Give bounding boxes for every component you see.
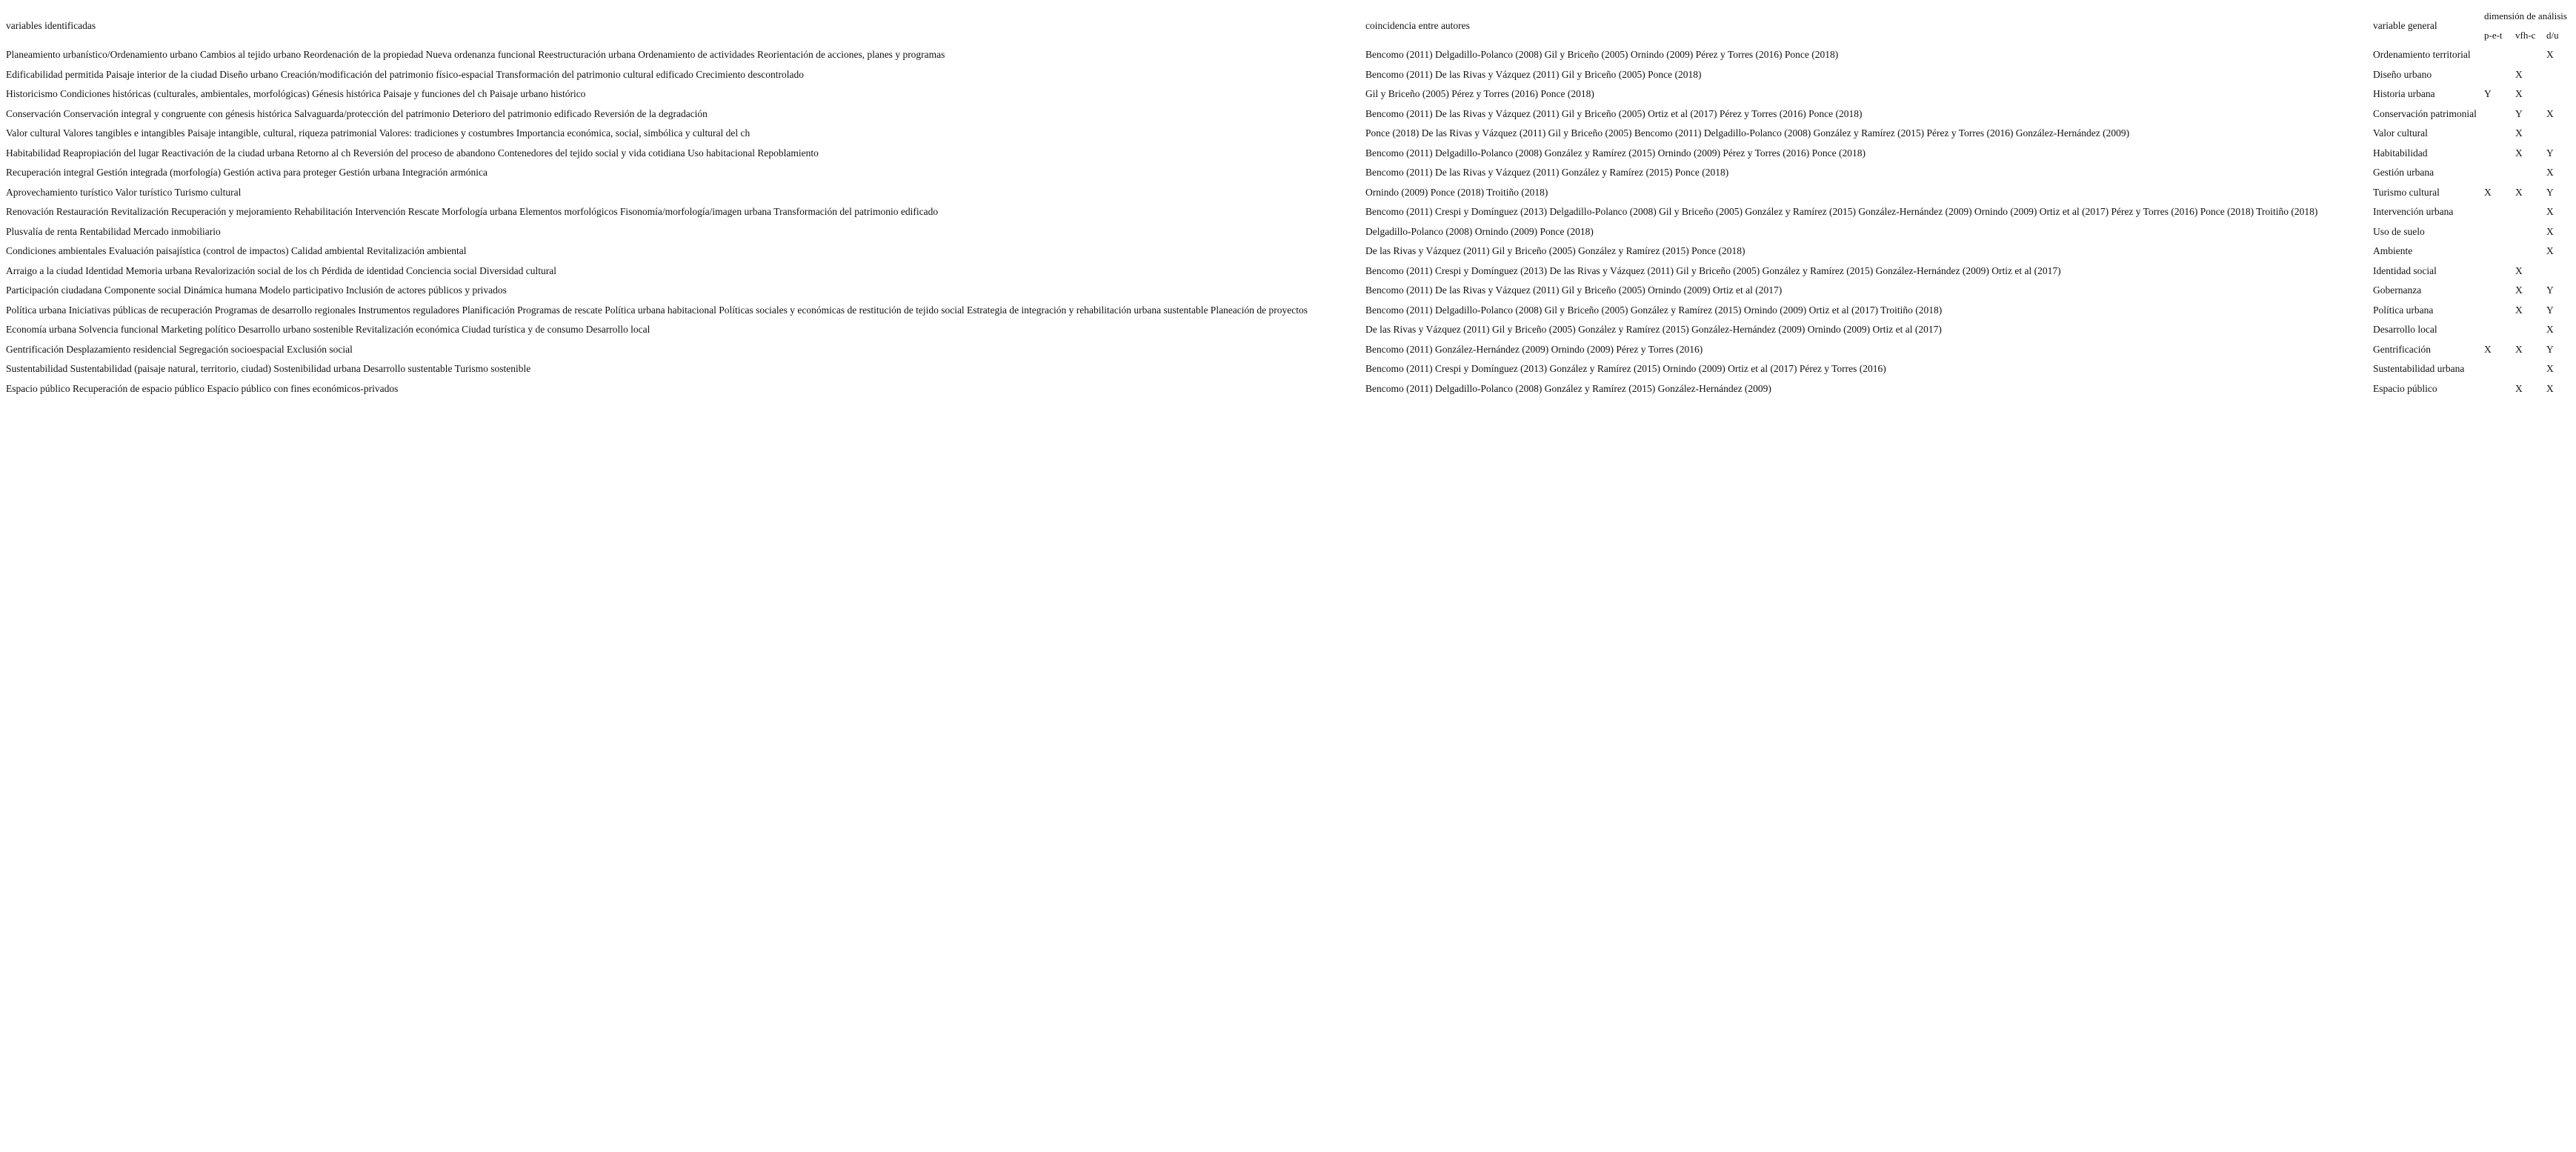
cell-dim-pet	[2481, 359, 2512, 379]
table-row	[3, 241, 2575, 261]
cell-dim-vfh: X	[2515, 343, 2523, 355]
cell-dim-vfh: X	[2515, 127, 2523, 139]
header-authors: coincidencia entre autores	[1365, 20, 1470, 31]
table-row	[3, 44, 2575, 64]
table-row	[3, 84, 2575, 104]
cell-variables: Participación ciudadana Componente social Dinámica humana Modelo participativo Inclusión de actores públicos y privados	[6, 284, 507, 296]
cell-authors: Bencomo (2011) Delgadillo-Polanco (2008) González y Ramírez (2015) González-Hernández (2009)	[1365, 382, 1771, 394]
cell-variables: Aprovechamiento turístico Valor turístico Turismo cultural	[6, 186, 242, 198]
cell-dim-pet	[2481, 319, 2512, 339]
cell-general: Turismo cultural	[2373, 186, 2440, 198]
cell-dim-pet	[2481, 222, 2512, 242]
cell-dim-pet	[2481, 44, 2512, 64]
cell-general: Valor cultural	[2373, 127, 2428, 139]
table-row	[3, 123, 2575, 143]
cell-dim-pet: X	[2484, 186, 2492, 198]
cell-authors: De las Rivas y Vázquez (2011) Gil y Briceño (2005) González y Ramírez (2015) Ponce (2018)	[1365, 245, 1745, 257]
cell-dim-dru	[2543, 64, 2575, 84]
cell-variables: Valor cultural Valores tangibles e intangibles Paisaje intangible, cultural, riqueza patrimonial Valores: tradiciones y costumbres Importancia económica, social, simbólica y cultural del ch	[6, 127, 750, 139]
table-row	[3, 339, 2575, 359]
cell-general: Espacio público	[2373, 382, 2437, 394]
cell-dim-pet	[2481, 162, 2512, 182]
cell-dim-pet	[2481, 241, 2512, 261]
cell-dim-dru: X	[2546, 225, 2554, 237]
cell-general: Diseño urbano	[2373, 68, 2432, 80]
cell-general: Gestión urbana	[2373, 167, 2434, 179]
cell-dim-pet	[2481, 280, 2512, 300]
table-row	[3, 182, 2575, 202]
cell-variables: Arraigo a la ciudad Identidad Memoria urbana Revalorización social de los ch Pérdida de identidad Conciencia social Diversidad cultural	[6, 264, 556, 276]
cell-variables: Recuperación integral Gestión integrada (morfología) Gestión activa para proteger Gestión urbana Integración armónica	[6, 167, 487, 179]
cell-general: Gentrificación	[2373, 343, 2431, 355]
cell-dim-dru	[2543, 84, 2575, 104]
cell-dim-pet	[2481, 104, 2512, 124]
cell-authors: Gil y Briceño (2005) Pérez y Torres (2016) Ponce (2018)	[1365, 88, 1594, 100]
cell-dim-vfh: X	[2515, 68, 2523, 80]
cell-dim-vfh: X	[2515, 264, 2523, 276]
cell-authors: Bencomo (2011) Crespi y Domínguez (2013) Delgadillo-Polanco (2008) Gil y Briceño (2005) González y Ramírez (2015) González-Hernández (2009) Ornindo (2009) Ortiz et al (2017) Pérez y Torres (2016) Ponce (2018) Troitiño (2018)	[1365, 206, 2318, 218]
cell-dim-dru: X	[2546, 49, 2554, 61]
cell-authors: Bencomo (2011) González-Hernández (2009) Ornindo (2009) Pérez y Torres (2016)	[1365, 343, 1703, 355]
header-dim-dru: d/u	[2546, 30, 2559, 41]
cell-dim-pet: Y	[2484, 88, 2492, 100]
cell-dim-dru: X	[2546, 245, 2554, 257]
cell-dim-dru: X	[2546, 206, 2554, 218]
cell-dim-dru: X	[2546, 324, 2554, 336]
cell-dim-pet: X	[2484, 343, 2492, 355]
cell-dim-dru: Y	[2546, 304, 2554, 316]
cell-variables: Renovación Restauración Revitalización Recuperación y mejoramiento Rehabilitación Intervención Rescate Morfología urbana Elementos morfológicos Fisonomía/morfología/imagen urbana Transformación del patrimonio edificado	[6, 206, 939, 218]
cell-variables: Planeamiento urbanístico/Ordenamiento urbano Cambios al tejido urbano Reordenación de la propiedad Nueva ordenanza funcional Reestructuración urbana Ordenamiento de actividades Reorientación de acciones, planes y programas	[6, 49, 945, 61]
cell-authors: Bencomo (2011) De las Rivas y Vázquez (2011) Gil y Briceño (2005) Ornindo (2009) Ortiz et al (2017)	[1365, 284, 1783, 296]
cell-variables: Habitabilidad Reapropiación del lugar Reactivación de la ciudad urbana Retorno al ch Reversión del proceso de abandono Contenedores del tejido social y vida cotidiana Uso habitacional Repoblamiento	[6, 147, 819, 159]
cell-dim-dru: X	[2546, 382, 2554, 394]
cell-general: Desarrollo local	[2373, 324, 2437, 336]
cell-authors: Bencomo (2011) De las Rivas y Vázquez (2011) Gil y Briceño (2005) Ponce (2018)	[1365, 68, 1702, 80]
cell-dim-vfh	[2512, 319, 2543, 339]
cell-general: Habitabilidad	[2373, 147, 2428, 159]
cell-authors: Bencomo (2011) Delgadillo-Polanco (2008) González y Ramírez (2015) Ornindo (2009) Pérez y Torres (2016) Ponce (2018)	[1365, 147, 1866, 159]
table-row	[3, 222, 2575, 242]
cell-dim-vfh	[2512, 222, 2543, 242]
cell-general: Identidad social	[2373, 264, 2437, 276]
cell-dim-vfh: X	[2515, 147, 2523, 159]
cell-dim-vfh: X	[2515, 284, 2523, 296]
cell-dim-pet	[2481, 123, 2512, 143]
cell-variables: Plusvalía de renta Rentabilidad Mercado inmobiliario	[6, 225, 221, 237]
table-row	[3, 143, 2575, 163]
cell-dim-dru: Y	[2546, 186, 2554, 198]
table-row	[3, 202, 2575, 222]
cell-authors: Bencomo (2011) Delgadillo-Polanco (2008) Gil y Briceño (2005) González y Ramírez (2015) Ornindo (2009) Ortiz et al (2017) Troitiño (2018)	[1365, 304, 1943, 316]
cell-dim-dru: X	[2546, 107, 2554, 119]
header-general: variable general	[2373, 20, 2437, 31]
cell-general: Ambiente	[2373, 245, 2413, 257]
cell-dim-pet	[2481, 261, 2512, 281]
table-row	[3, 359, 2575, 379]
cell-general: Intervención urbana	[2373, 206, 2454, 218]
cell-authors: Bencomo (2011) De las Rivas y Vázquez (2011) Gil y Briceño (2005) Ortiz et al (2017) Pérez y Torres (2016) Ponce (2018)	[1365, 107, 1863, 119]
cell-general: Historia urbana	[2373, 88, 2435, 100]
cell-authors: Bencomo (2011) Crespi y Domínguez (2013) De las Rivas y Vázquez (2011) Gil y Briceño (2005) González y Ramírez (2015) González-Hernández (2009) Ortiz et al (2017)	[1365, 264, 2061, 276]
cell-dim-vfh	[2512, 44, 2543, 64]
cell-variables: Espacio público Recuperación de espacio público Espacio público con fines económicos-privados	[6, 382, 399, 394]
cell-dim-pet	[2481, 143, 2512, 163]
cell-dim-vfh	[2512, 202, 2543, 222]
cell-dim-dru: X	[2546, 363, 2554, 375]
table-row	[3, 319, 2575, 339]
cell-variables: Edificabilidad permitida Paisaje interior de la ciudad Diseño urbano Creación/modificación del patrimonio físico-espacial Transformación del patrimonio cultural edificado Crecimiento descontrolado	[6, 68, 805, 80]
cell-general: Política urbana	[2373, 304, 2434, 316]
cell-authors: Ornindo (2009) Ponce (2018) Troitiño (2018)	[1365, 186, 1548, 198]
cell-dim-vfh: Y	[2515, 107, 2523, 119]
cell-dim-vfh	[2512, 162, 2543, 182]
cell-variables: Gentrificación Desplazamiento residencial Segregación socioespacial Exclusión social	[6, 343, 353, 355]
analysis-table	[3, 6, 2575, 398]
cell-authors: Ponce (2018) De las Rivas y Vázquez (2011) Gil y Briceño (2005) Bencomo (2011) Delgadillo-Polanco (2008) González y Ramírez (2015) Pérez y Torres (2016) González-Hernández (2009)	[1365, 127, 2130, 139]
cell-variables: Conservación Conservación integral y congruente con génesis histórica Salvaguarda/protección del patrimonio Deterioro del patrimonio edificado Reversión de la degradación	[6, 107, 708, 119]
table-row	[3, 280, 2575, 300]
cell-variables: Política urbana Iniciativas públicas de recuperación Programas de desarrollo regionales Instrumentos reguladores Planificación Programas de rescate Política urbana habitacional Políticas sociales y económicas de restitución de tejido social Estrategia de integración y rehabilitación urbana sustentable Planeación de proyectos	[6, 304, 1308, 316]
cell-variables: Condiciones ambientales Evaluación paisajística (control de impactos) Calidad ambiental Revitalización ambiental	[6, 245, 467, 257]
table-row	[3, 104, 2575, 124]
cell-dim-vfh	[2512, 241, 2543, 261]
cell-general: Ordenamiento territorial	[2373, 49, 2471, 61]
cell-dim-dru: Y	[2546, 343, 2554, 355]
cell-general: Gobernanza	[2373, 284, 2422, 296]
cell-variables: Sustentabilidad Sustentabilidad (paisaje natural, territorio, ciudad) Sostenibilidad urbana Desarrollo sustentable Turismo sostenible	[6, 363, 531, 375]
cell-dim-dru: Y	[2546, 147, 2554, 159]
table-row	[3, 379, 2575, 399]
header-row	[3, 6, 2575, 25]
cell-dim-dru: X	[2546, 167, 2554, 179]
cell-authors: Delgadillo-Polanco (2008) Ornindo (2009) Ponce (2018)	[1365, 225, 1594, 237]
cell-dim-pet	[2481, 300, 2512, 320]
table-header	[3, 6, 2575, 44]
cell-variables: Historicismo Condiciones históricas (culturales, ambientales, morfológicas) Génesis histórica Paisaje y funciones del ch Paisaje urbano histórico	[6, 88, 586, 100]
cell-dim-vfh: X	[2515, 88, 2523, 100]
cell-authors: De las Rivas y Vázquez (2011) Gil y Briceño (2005) González y Ramírez (2015) González-Hernández (2009) Ornindo (2009) Ortiz et al (2017)	[1365, 324, 1942, 336]
cell-general: Sustentabilidad urbana	[2373, 363, 2465, 375]
cell-authors: Bencomo (2011) De las Rivas y Vázquez (2011) González y Ramírez (2015) Ponce (2018)	[1365, 167, 1729, 179]
cell-dim-pet	[2481, 202, 2512, 222]
header-dim-pet: p-e-t	[2484, 30, 2503, 41]
cell-dim-dru	[2543, 261, 2575, 281]
table-body	[3, 44, 2575, 398]
header-dimension-group: dimensión de análisis	[2484, 10, 2567, 21]
cell-dim-vfh: X	[2515, 304, 2523, 316]
cell-dim-vfh: X	[2515, 186, 2523, 198]
cell-general: Conservación patrimonial	[2373, 107, 2477, 119]
cell-authors: Bencomo (2011) Crespi y Domínguez (2013) González y Ramírez (2015) Ornindo (2009) Ortiz et al (2017) Pérez y Torres (2016)	[1365, 363, 1886, 375]
cell-variables: Economía urbana Solvencia funcional Marketing político Desarrollo urbano sostenible Revitalización económica Ciudad turística y de consumo Desarrollo local	[6, 324, 650, 336]
table-row	[3, 162, 2575, 182]
cell-dim-pet	[2481, 64, 2512, 84]
cell-dim-pet	[2481, 379, 2512, 399]
header-variables: variables identificadas	[6, 20, 96, 31]
cell-dim-dru	[2543, 123, 2575, 143]
cell-dim-vfh	[2512, 359, 2543, 379]
table-row	[3, 261, 2575, 281]
cell-dim-vfh: X	[2515, 382, 2523, 394]
cell-dim-dru: Y	[2546, 284, 2554, 296]
cell-authors: Bencomo (2011) Delgadillo-Polanco (2008) Gil y Briceño (2005) Ornindo (2009) Pérez y Torres (2016) Ponce (2018)	[1365, 49, 1839, 61]
header-dim-vfh: vfh-c	[2515, 30, 2536, 41]
table-row	[3, 300, 2575, 320]
table-row	[3, 64, 2575, 84]
cell-general: Uso de suelo	[2373, 225, 2425, 237]
